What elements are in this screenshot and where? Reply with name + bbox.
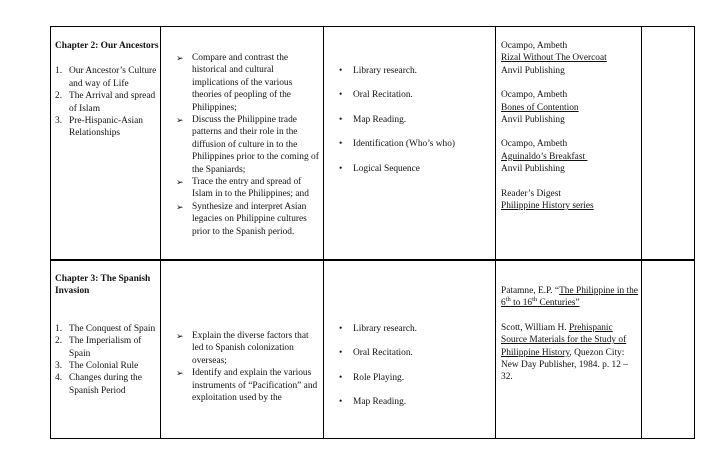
topic-text: The Imperialism of Spain (69, 336, 142, 359)
list-item (337, 138, 493, 150)
activity-text: Logical Sequence (353, 163, 420, 174)
arrow-bullet-icon: ➢ (176, 53, 184, 63)
topic-list (55, 323, 159, 397)
activity-text: Map Reading. (353, 397, 407, 408)
list-item (55, 65, 159, 90)
list-item (176, 367, 322, 404)
topic-list (55, 65, 159, 139)
activity-text: Library research. (353, 324, 418, 334)
reference-entry (501, 89, 641, 126)
table-border-left (50, 26, 51, 439)
activities-cell (337, 323, 493, 409)
objectives-cell (176, 52, 322, 238)
list-number: 3. (55, 361, 63, 372)
topic-text: The Conquest of Spain (69, 323, 156, 334)
list-item (176, 201, 322, 238)
topic-text: Pre-Hispanic-Asian Relationships (69, 116, 143, 139)
superscript: th (505, 296, 511, 304)
list-number: 2. (55, 91, 63, 102)
activity-text: Oral Recitation. (353, 348, 413, 359)
references-cell (501, 285, 639, 384)
arrow-bullet-icon: ➢ (176, 331, 184, 341)
list-item (55, 90, 159, 115)
list-item (337, 347, 493, 359)
arrow-bullet-icon: ➢ (176, 115, 184, 126)
objectives-cell (176, 330, 322, 404)
objective-text: Explain the diverse factors that led to Spanish colonization overseas; (192, 331, 309, 366)
reference-publisher: Anvil Publishing (501, 164, 565, 175)
column-divider (641, 26, 642, 439)
objectives-list (176, 52, 322, 238)
superscript: th (532, 296, 538, 304)
objective-text: Identify and explain the various instruments of “Pacification” and exploitation used by the (192, 368, 318, 404)
activities-list (337, 323, 493, 409)
activity-text: Role Playing. (353, 372, 405, 383)
topic-text: Changes during the Spanish Period (69, 373, 142, 396)
table-row-divider (50, 259, 695, 261)
arrow-bullet-icon: ➢ (176, 201, 184, 212)
bullet-icon: • (339, 348, 343, 359)
chapter-title-line: Chapter 3: The Spanish (55, 274, 151, 284)
activity-text: Identification (Who’s who) (353, 139, 456, 150)
objectives-list (176, 330, 322, 404)
list-number: 1. (55, 66, 63, 77)
chapter-cell (55, 273, 159, 397)
topic-text: Our Ancestor’s Culture and way of Life (69, 66, 157, 89)
bullet-icon: • (339, 90, 343, 101)
reference-title: Philippine History series (501, 201, 594, 212)
table-border-bottom (50, 438, 695, 439)
list-item (55, 360, 159, 372)
table-border-right (694, 26, 695, 439)
chapter-title: Chapter 2: Our Ancestors (55, 41, 159, 51)
reference-entry (501, 322, 639, 384)
bullet-icon: • (339, 66, 343, 76)
bullet-icon: • (339, 372, 343, 383)
arrow-bullet-icon: ➢ (176, 177, 184, 188)
bullet-icon: • (339, 324, 343, 334)
list-number: 1. (55, 323, 63, 334)
chapter-cell (55, 40, 159, 140)
reference-author: Ocampo, Ambeth (501, 90, 568, 101)
bullet-icon: • (339, 163, 343, 174)
activity-text: Map Reading. (353, 114, 407, 125)
bullet-icon: • (339, 114, 343, 125)
activities-list (337, 65, 493, 175)
reference-publisher: , Quezon City: New Day Publisher, 1984. p. 12 – 32. (501, 347, 628, 383)
reference-title: Prehispanic Source Materials for the Study of Philippine History (501, 322, 627, 358)
column-divider (495, 26, 496, 439)
topic-text: The Arrival and spread of Islam (69, 91, 156, 114)
table-border-top (50, 26, 695, 27)
objective-text: Synthesize and interpret Asian legacies on Philippine cultures prior to the Spanish period. (192, 201, 307, 237)
list-item (55, 323, 159, 335)
list-number: 3. (55, 116, 63, 127)
objective-text: Discuss the Philippine trade patterns and their role in the diffusion of culture in to the Philippines prior to the coming of the Spaniards; (192, 115, 319, 175)
objective-text: Trace the entry and spread of Islam in to the Philippines; and (192, 177, 309, 200)
reference-author: Ocampo, Ambeth (501, 139, 568, 150)
objective-text: Compare and contrast the historical and cultural implications of the various theories of peopling of the Philippines; (192, 53, 293, 113)
reference-entry (501, 188, 641, 213)
bullet-icon: • (339, 139, 343, 150)
list-item (55, 115, 159, 140)
reference-author: Reader’s Digest (501, 188, 561, 199)
list-number: 4. (55, 373, 63, 384)
reference-author: Scott, William H. (501, 322, 569, 333)
list-item (176, 114, 322, 176)
list-number: 2. (55, 336, 63, 347)
list-item (176, 330, 322, 367)
reference-author: Patamne, E.P. “ (501, 286, 560, 296)
list-item (337, 114, 493, 126)
list-item (337, 396, 493, 408)
topic-text: The Colonial Rule (69, 361, 139, 372)
bullet-icon: • (339, 397, 343, 408)
list-item (55, 372, 159, 397)
reference-title: Bones of Contention (501, 102, 579, 113)
list-item (176, 52, 322, 114)
column-divider (160, 26, 161, 439)
reference-title-part: The Philippine in the 6 (501, 286, 638, 309)
references-cell (501, 40, 641, 212)
list-item (55, 335, 159, 360)
list-item (337, 89, 493, 101)
activity-text: Library research. (353, 66, 418, 76)
activities-cell (337, 65, 493, 175)
arrow-bullet-icon: ➢ (176, 368, 184, 379)
list-item (176, 176, 322, 201)
reference-entry (501, 138, 641, 175)
reference-entry (501, 285, 639, 310)
list-item (337, 163, 493, 175)
reference-entry (501, 40, 641, 77)
reference-title-part: to 16 (510, 298, 533, 309)
column-divider (323, 26, 324, 439)
reference-title-part: Centuries” (537, 298, 580, 309)
list-item (337, 372, 493, 384)
reference-title: Rizal Without The Overcoat (501, 53, 607, 64)
activity-text: Oral Recitation. (353, 90, 413, 101)
list-item (337, 323, 493, 335)
reference-author: Ocampo, Ambeth (501, 41, 568, 51)
list-item (337, 65, 493, 77)
reference-publisher: Anvil Publishing (501, 115, 565, 126)
chapter-title-line: Invasion (55, 286, 90, 297)
reference-publisher: Anvil Publishing (501, 65, 565, 76)
reference-title: Aguinaldo’s Breakfast (501, 151, 588, 162)
